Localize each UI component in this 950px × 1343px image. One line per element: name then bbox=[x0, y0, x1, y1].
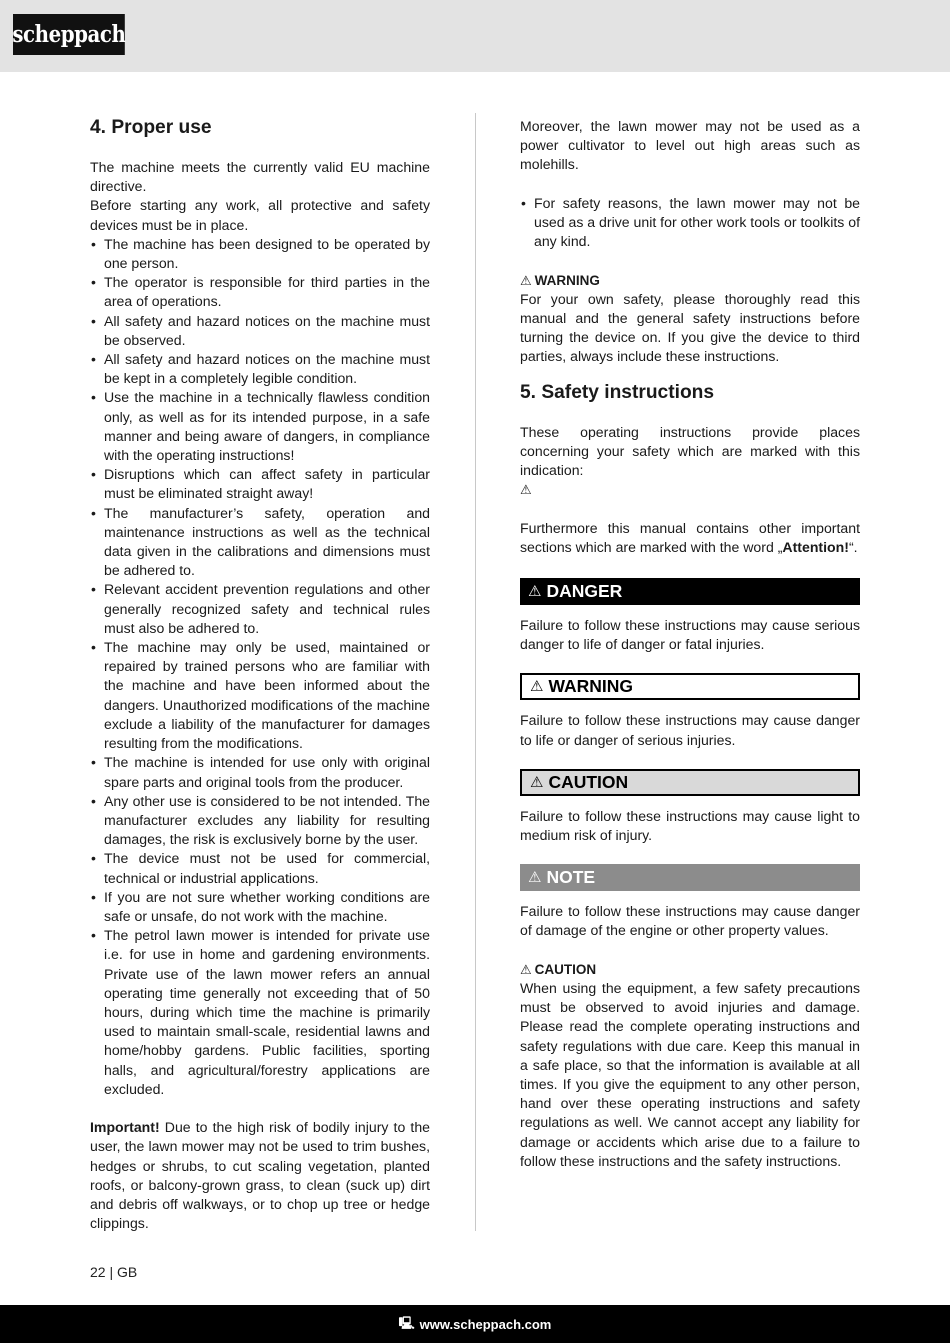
note-paragraph: Failure to follow these instructions may cause danger of damage of the engine or other property values. bbox=[520, 903, 860, 939]
list-item: • The machine is intended for use only with original spare parts and original tools from the producer. bbox=[90, 753, 430, 791]
drive-unit-list bbox=[520, 194, 860, 252]
safety-intro-paragraph: These operating instructions provide places concerning your safety which are marked with this indication: bbox=[520, 423, 860, 479]
warning-triangle-icon: ⚠ bbox=[520, 272, 532, 288]
furthermore-paragraph: Furthermore this manual contains other important sections which are marked with the word „Attention!“. bbox=[520, 519, 860, 555]
list-item: • All safety and hazard notices on the machine must be kept in a completely legible condition. bbox=[90, 350, 430, 388]
list-item: • Any other use is considered to be not intended. The manufacturer excludes any liability for resulting damages, the risk is exclusively borne by the user. bbox=[90, 792, 430, 850]
important-label: Important! bbox=[90, 1119, 160, 1136]
website-link[interactable]: www.scheppach.com bbox=[419, 1316, 552, 1332]
warning-box: ⚠ WARNING bbox=[520, 673, 860, 700]
list-item: • The operator is responsible for third parties in the area of operations. bbox=[90, 273, 430, 311]
list-item: • Relevant accident prevention regulations and other generally recognized safety and technical rules must also be adhered to. bbox=[90, 580, 430, 638]
caution-box: ⚠ CAUTION bbox=[520, 769, 860, 796]
caution-heading: ⚠ CAUTION bbox=[520, 961, 597, 977]
moreover-paragraph: Moreover, the lawn mower may not be used as a power cultivator to level out high areas such as molehills. bbox=[520, 118, 860, 173]
caution-box-paragraph: Failure to follow these instructions may cause light to medium risk of injury. bbox=[520, 807, 860, 844]
proper-use-list bbox=[90, 235, 430, 1099]
section-heading-safety-instructions: 5. Safety instructions bbox=[520, 381, 715, 403]
page-header bbox=[0, 0, 950, 72]
warning-triangle-icon: ⚠ bbox=[520, 961, 532, 977]
list-item: • The petrol lawn mower is intended for private use i.e. for use in home and gardening environments. Private use of the lawn mower refers an annual operating time generally not exceeding that of 50 hours, during which time the machine is primarily used to maintain small-scale, residential lawns and home/hobby gardens. Public facilities, sporting halls, and agricultural/forestry applications are excluded. bbox=[90, 926, 430, 1099]
caution-paragraph: When using the equipment, a few safety precautions must be observed to avoid injuries and damage. Please read the complete operating instructions and safety regulations with due care. Keep this manual in a safe place, so that the information is available at all times. If you give the equipment to any other person, hand over these operating instructions and safety regulations as well. We cannot accept any liability for damage or accidents which arise due to a failure to follow these instructions and the safety instructions. bbox=[520, 980, 860, 1169]
important-paragraph bbox=[90, 1118, 430, 1233]
list-item: • Disruptions which can affect safety in particular must be eliminated straight away! bbox=[90, 465, 430, 503]
column-divider bbox=[475, 113, 476, 1231]
intro-paragraph-2: Before starting any work, all protective and safety devices must be in place. bbox=[90, 197, 430, 233]
list-item: • All safety and hazard notices on the machine must be observed. bbox=[90, 312, 430, 350]
danger-box: ⚠ DANGER bbox=[520, 578, 860, 605]
warning-box-paragraph: Failure to follow these instructions may cause danger to life or danger of serious injuries. bbox=[520, 712, 860, 748]
indication-symbol bbox=[520, 480, 860, 499]
list-item: • Use the machine in a technically flawless condition only, as well as for its intended purpose, in a safe manner and being aware of dangers, in compliance with the operating instructions! bbox=[90, 388, 430, 465]
warning-heading: ⚠ WARNING bbox=[520, 272, 600, 288]
note-box: ⚠ NOTE bbox=[520, 864, 860, 891]
page-footer bbox=[0, 1305, 950, 1343]
intro-paragraph-1: The machine meets the currently valid EU machine directive. bbox=[90, 159, 430, 195]
scheppach-logo: scheppach bbox=[13, 14, 125, 55]
list-item: • If you are not sure whether working conditions are safe or unsafe, do not work with the machine. bbox=[90, 888, 430, 926]
section-heading-proper-use: 4. Proper use bbox=[90, 117, 212, 138]
warning-triangle-icon: ⚠ bbox=[528, 869, 542, 887]
warning-triangle-icon: ⚠ bbox=[528, 582, 542, 600]
warning-triangle-icon: ⚠ bbox=[520, 482, 532, 498]
warning-paragraph: For your own safety, please thoroughly read this manual and the general safety instructions before turning the device on. If you give the device to third parties, always include these instructions. bbox=[520, 290, 860, 365]
danger-paragraph: Failure to follow these instructions may cause serious danger to life of danger or fatal injuries. bbox=[520, 617, 860, 653]
list-item: • The machine has been designed to be operated by one person. bbox=[90, 235, 430, 273]
list-item: • For safety reasons, the lawn mower may not be used as a drive unit for other work tools or toolkits of any kind. bbox=[520, 194, 860, 252]
left-column bbox=[90, 117, 430, 1233]
list-item: • The device must not be used for commercial, technical or industrial applications. bbox=[90, 849, 430, 887]
right-column bbox=[520, 117, 860, 1171]
list-item: • The machine may only be used, maintained or repaired by trained persons who are familiar with the machine and have been informed about the dangers. Unauthorized modifications of the machine exclude a liability of the manufacturer for damages resulting from the modifications. bbox=[90, 638, 430, 753]
computer-icon: 🖳 bbox=[398, 1315, 415, 1330]
page-number: 22 | GB bbox=[90, 1264, 138, 1280]
list-item: • The manufacturer’s safety, operation and maintenance instructions as well as the technical data given in the calibrations and dimensions must be adhered to. bbox=[90, 504, 430, 581]
warning-triangle-icon: ⚠ bbox=[530, 678, 544, 696]
important-text: Due to the high risk of bodily injury to the user, the lawn mower may not be used to trim bushes, hedges or shrubs, to cut scaling vegetation, planted roofs, or balcony-grown grass, to clean (suck up) dirt and debris off walkways, or to chop up tree or hedge clippings. bbox=[90, 1119, 430, 1232]
warning-triangle-icon: ⚠ bbox=[530, 773, 544, 791]
